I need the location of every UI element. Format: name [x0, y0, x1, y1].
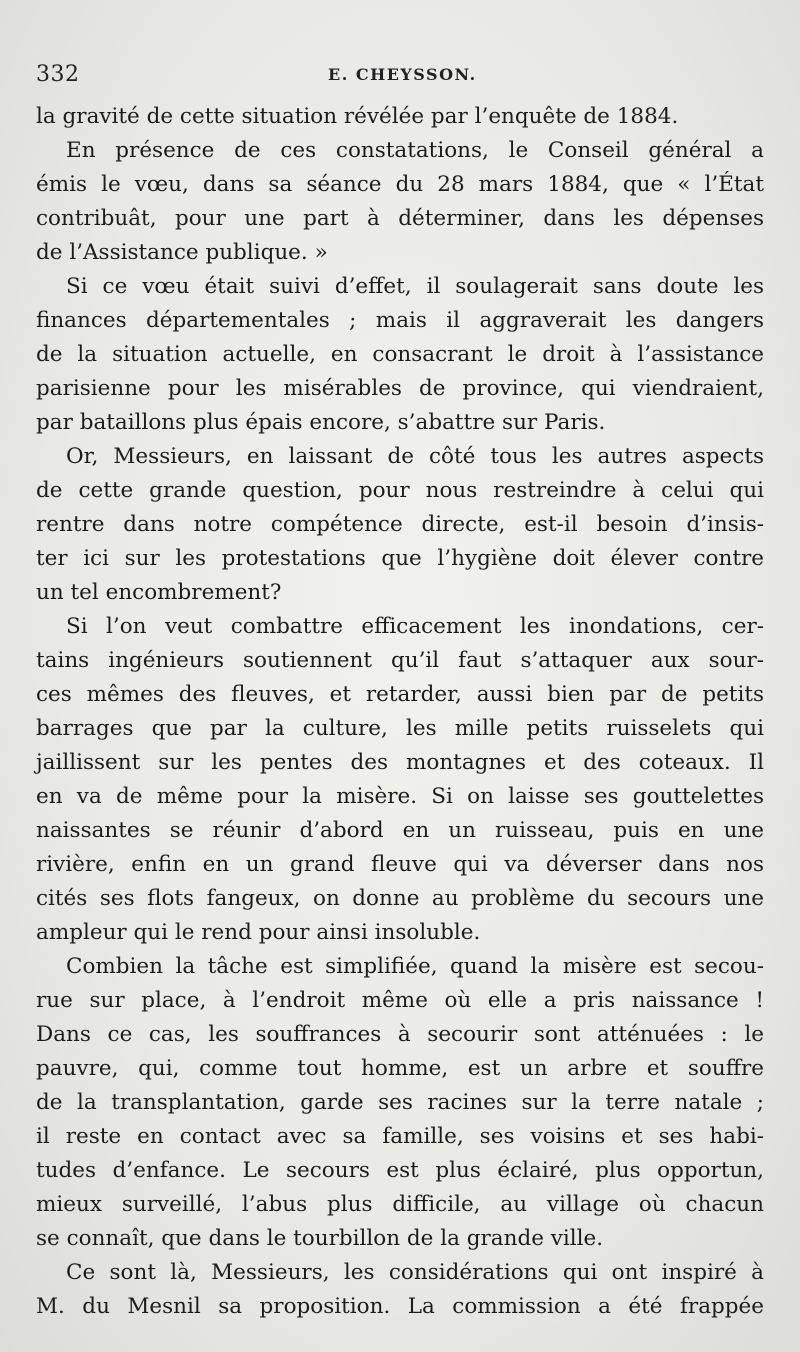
- text-line: ter ici sur les protestations que l’hygiène doit élever contre: [36, 546, 764, 571]
- text-line: rivière, enfin en un grand fleuve qui va déverser dans nos: [36, 852, 764, 877]
- text-line: de cette grande question, pour nous restreindre à celui qui: [36, 478, 764, 503]
- text-line: se connaît, que dans le tourbillon de la grande ville.: [36, 1226, 604, 1251]
- text-line: pauvre, qui, comme tout homme, est un arbre et souffre: [36, 1056, 764, 1081]
- text-line: mieux surveillé, l’abus plus difficile, au village où chacun: [36, 1192, 764, 1217]
- page-header: [36, 62, 764, 92]
- text-line: il reste en contact avec sa famille, ses voisins et ses habi-: [36, 1124, 764, 1149]
- page-number: 332: [36, 62, 80, 87]
- text-line: ampleur qui le rend pour ainsi insoluble.: [36, 920, 481, 945]
- text-line: jaillissent sur les pentes des montagnes et des coteaux. Il: [36, 750, 764, 775]
- text-line: barrages que par la culture, les mille petits ruisselets qui: [36, 716, 764, 741]
- body-text: [36, 100, 764, 1324]
- text-line: Ce sont là, Messieurs, les considérations qui ont inspiré à: [66, 1260, 764, 1285]
- text-line: rue sur place, à l’endroit même où elle a pris naissance !: [36, 988, 764, 1013]
- text-line: de la situation actuelle, en consacrant le droit à l’assistance: [36, 342, 764, 367]
- text-line: Si l’on veut combattre efficacement les inondations, cer-: [66, 614, 764, 639]
- text-line: tudes d’enfance. Le secours est plus éclairé, plus opportun,: [36, 1158, 764, 1183]
- text-line: finances départementales ; mais il aggraverait les dangers: [36, 308, 764, 333]
- text-line: en va de même pour la misère. Si on laisse ses gouttelettes: [36, 784, 764, 809]
- text-line: cités ses flots fangeux, on donne au problème du secours une: [36, 886, 764, 911]
- text-line: naissantes se réunir d’abord en un ruisseau, puis en une: [36, 818, 764, 843]
- text-line: Or, Messieurs, en laissant de côté tous les autres aspects: [66, 444, 764, 469]
- text-line: par bataillons plus épais encore, s’abattre sur Paris.: [36, 410, 606, 435]
- text-line: contribuât, pour une part à déterminer, dans les dépenses: [36, 206, 764, 231]
- text-line: Combien la tâche est simplifiée, quand la misère est secou-: [66, 954, 764, 979]
- text-line: tains ingénieurs soutiennent qu’il faut s’attaquer aux sour-: [36, 648, 764, 673]
- text-line: Dans ce cas, les souffrances à secourir sont atténuées : le: [36, 1022, 764, 1047]
- text-line: Si ce vœu était suivi d’effet, il soulagerait sans doute les: [66, 274, 764, 299]
- running-head: E. CHEYSSON.: [328, 65, 477, 84]
- text-line: de l’Assistance publique. »: [36, 240, 328, 265]
- text-line: de la transplantation, garde ses racines sur la terre natale ;: [36, 1090, 764, 1115]
- text-line: parisienne pour les misérables de province, qui viendraient,: [36, 376, 764, 401]
- text-line: émis le vœu, dans sa séance du 28 mars 1884, que « l’État: [36, 172, 764, 197]
- text-line: la gravité de cette situation révélée par l’enquête de 1884.: [36, 104, 679, 129]
- text-line: En présence de ces constatations, le Conseil général a: [66, 138, 764, 163]
- text-line: M. du Mesnil sa proposition. La commission a été frappée: [36, 1294, 764, 1319]
- text-line: un tel encombrement?: [36, 580, 282, 605]
- text-line: rentre dans notre compétence directe, est-il besoin d’insis-: [36, 512, 764, 537]
- text-line: ces mêmes des fleuves, et retarder, aussi bien par de petits: [36, 682, 764, 707]
